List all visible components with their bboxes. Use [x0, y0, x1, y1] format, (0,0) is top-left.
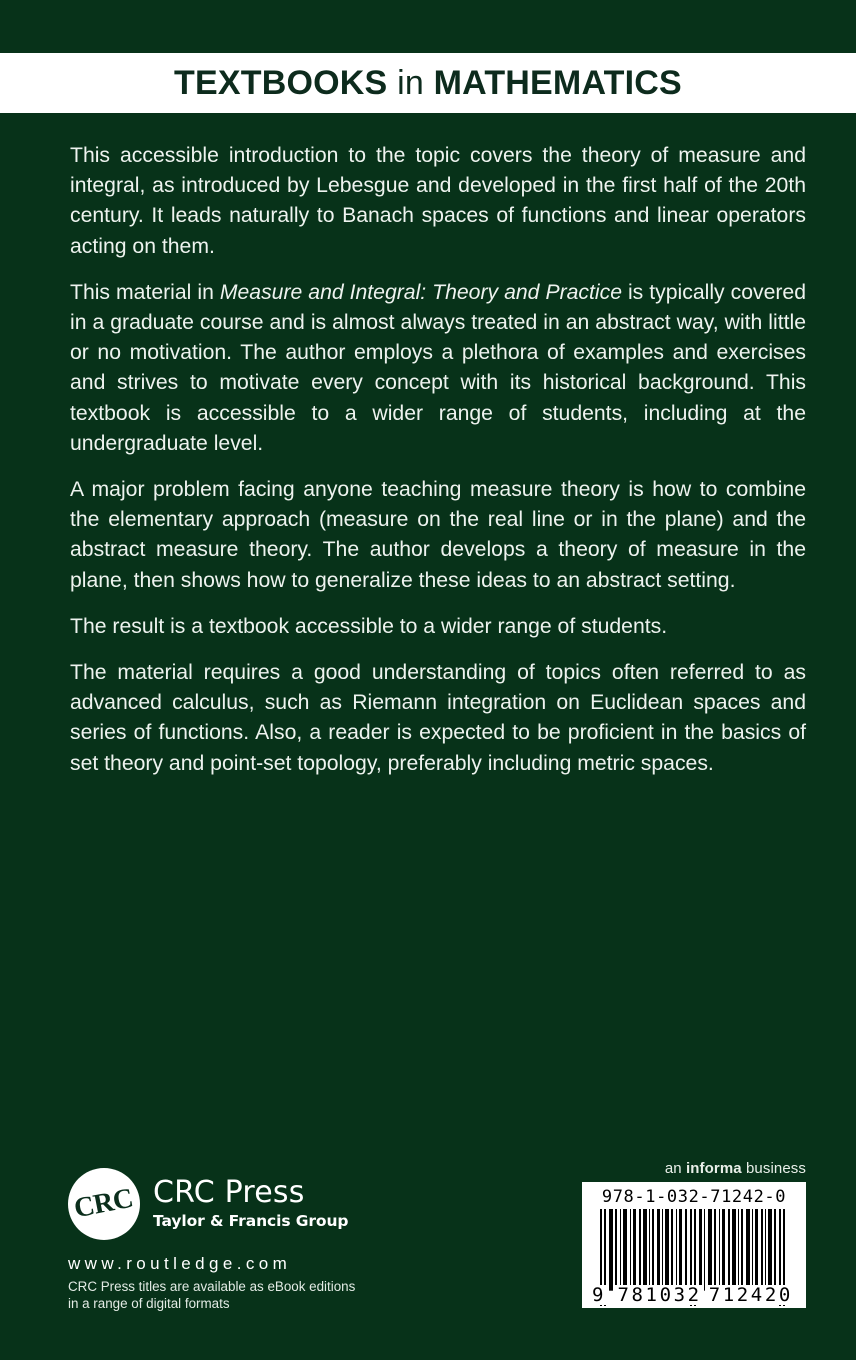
ebook-note-line-2: in a range of digital formats [68, 1295, 230, 1311]
publisher-name: CRC Press [153, 1174, 305, 1210]
series-title-subject: MATHEMATICS [433, 63, 682, 102]
blurb-p2-lead: This material in [70, 280, 220, 304]
publisher-block [68, 1168, 408, 1312]
crc-roundel-icon [68, 1168, 140, 1240]
blurb-paragraph-5: The material requires a good understanding of topics often referred to as advanced calculus, such as Riemann integration on Euclidean spaces and series of functions. Also, a reader is expected to be proficient in the basics of set theory and point-set topology, preferably including metric spaces. [70, 661, 806, 775]
ean-first-digit: 9 [592, 1285, 606, 1305]
book-title-italic: Measure and Integral: Theory and Practice [219, 280, 622, 304]
publisher-imprint: Taylor & Francis Group [153, 1212, 349, 1231]
blurb-p2-tail: is typically covered in a graduate course and is almost always treated in an abstract way, with little or no motivation. The author employs a plethora of examples and exercises and strives to motivate every concept with its historical background. This textbook is accessible to a wider range of students, including at the undergraduate level. [70, 280, 806, 455]
ean-right-group: 712420 [708, 1284, 793, 1306]
back-cover-blurb [70, 141, 806, 779]
ebook-note-line-1: CRC Press titles are available as eBook editions [68, 1279, 356, 1294]
informa-brand: informa [686, 1160, 742, 1177]
informa-suffix: business [741, 1160, 806, 1177]
series-title-prefix: TEXTBOOKS [174, 63, 388, 102]
publisher-logo-row [68, 1168, 408, 1240]
blurb-paragraph-3: A major problem facing anyone teaching measure theory is how to combine the elementary approach (measure on the real line or in the plane) and the abstract measure theory. The author develops a theory of measure in the plane, then shows how to generalize these ideas to an abstract setting. [70, 478, 806, 592]
series-banner [0, 53, 856, 113]
series-title [174, 64, 682, 103]
ebook-availability-note [68, 1279, 408, 1312]
informa-business-line [665, 1160, 806, 1177]
ean-left-group: 781032 [617, 1284, 702, 1306]
publisher-names [153, 1174, 349, 1232]
blurb-paragraph-2 [70, 278, 806, 459]
barcode-bars [592, 1209, 796, 1306]
barcode-bars-svg [592, 1209, 796, 1306]
crc-monogram: CRC [71, 1182, 136, 1225]
informa-prefix: an [664, 1160, 686, 1177]
publisher-website-url[interactable]: www.routledge.com [68, 1254, 292, 1273]
blurb-paragraph-1: This accessible introduction to the topic covers the theory of measure and integral, as introduced by Lebesgue and developed in the first half of the 20th century. It leads naturally to Banach spaces of functions and linear operators acting on them. [70, 144, 806, 258]
isbn-barcode [582, 1182, 806, 1308]
series-title-joiner: in [387, 63, 434, 102]
isbn-number: 978-1-032-71242-0 [601, 1187, 787, 1207]
blurb-paragraph-4: The result is a textbook accessible to a wider range of students. [70, 614, 668, 638]
